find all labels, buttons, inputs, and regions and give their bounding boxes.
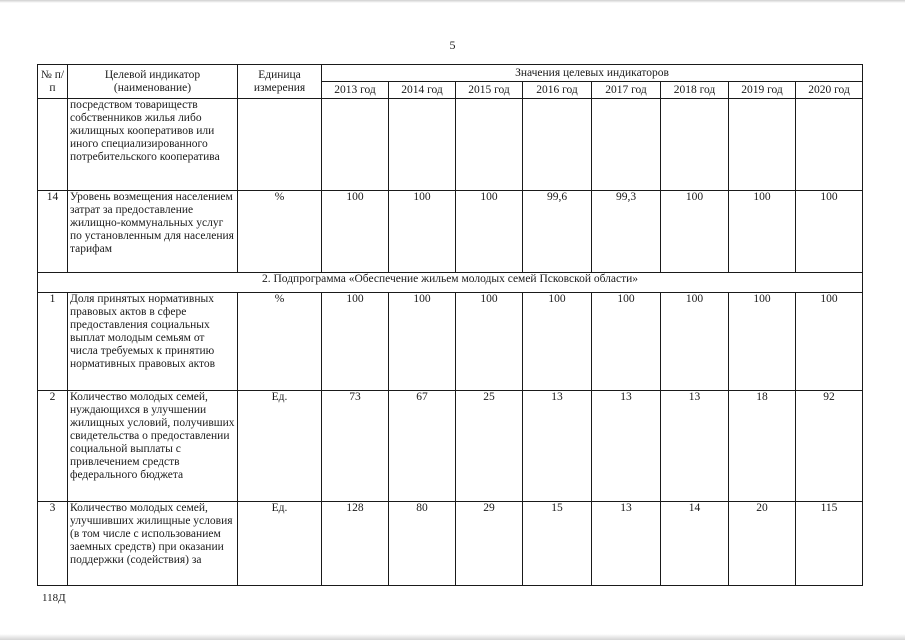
table-row bbox=[38, 502, 863, 586]
row-indicator-name: Количество молодых семей, нуждающихся в улучшении жилищных условий, получивших свидетельства о предоставлении социальной выплаты с привлечением средств федерального бюджета bbox=[68, 391, 238, 502]
header-year: 2017 год bbox=[592, 82, 661, 99]
header-year: 2016 год bbox=[523, 82, 592, 99]
row-unit: Ед. bbox=[238, 502, 322, 586]
table-row bbox=[38, 293, 863, 391]
row-value: 18 bbox=[729, 391, 796, 502]
row-value bbox=[729, 99, 796, 191]
section-title: 2. Подпрограмма «Обеспечение жильем молодых семей Псковской области» bbox=[38, 273, 863, 293]
row-value: 100 bbox=[729, 191, 796, 273]
header-year: 2018 год bbox=[661, 82, 729, 99]
row-value: 73 bbox=[322, 391, 389, 502]
row-value: 100 bbox=[796, 191, 863, 273]
header-year: 2014 год bbox=[389, 82, 456, 99]
scan-edge-top bbox=[0, 0, 905, 3]
row-value: 14 bbox=[661, 502, 729, 586]
row-value: 13 bbox=[523, 391, 592, 502]
table-row bbox=[38, 191, 863, 273]
row-indicator-name: Количество молодых семей, улучшивших жилищные условия (в том числе с использованием заемных средств) при оказании поддержки (содействия) за bbox=[68, 502, 238, 586]
row-value bbox=[796, 99, 863, 191]
row-value: 67 bbox=[389, 391, 456, 502]
section-row bbox=[38, 273, 863, 293]
row-value: 92 bbox=[796, 391, 863, 502]
footer-code: 118Д bbox=[42, 592, 66, 604]
row-value: 100 bbox=[592, 293, 661, 391]
header-year: 2020 год bbox=[796, 82, 863, 99]
row-value: 20 bbox=[729, 502, 796, 586]
row-value: 115 bbox=[796, 502, 863, 586]
row-value: 29 bbox=[456, 502, 523, 586]
header-year: 2013 год bbox=[322, 82, 389, 99]
row-num: 2 bbox=[38, 391, 68, 502]
row-value bbox=[661, 99, 729, 191]
row-value bbox=[456, 99, 523, 191]
header-indicator: Целевой индикатор (наименование) bbox=[68, 65, 238, 99]
row-unit bbox=[238, 99, 322, 191]
header-year: 2019 год bbox=[729, 82, 796, 99]
row-value: 100 bbox=[389, 293, 456, 391]
header-values-group: Значения целевых индикаторов bbox=[322, 65, 863, 82]
row-value: 100 bbox=[322, 293, 389, 391]
row-value: 80 bbox=[389, 502, 456, 586]
row-value: 99,3 bbox=[592, 191, 661, 273]
row-value: 100 bbox=[456, 191, 523, 273]
scan-edge-bottom bbox=[0, 634, 905, 640]
row-value: 100 bbox=[456, 293, 523, 391]
header-num: № п/п bbox=[38, 65, 68, 99]
row-value: 100 bbox=[796, 293, 863, 391]
row-value: 13 bbox=[592, 391, 661, 502]
row-num: 1 bbox=[38, 293, 68, 391]
row-unit: % bbox=[238, 293, 322, 391]
header-year: 2015 год bbox=[456, 82, 523, 99]
row-value: 25 bbox=[456, 391, 523, 502]
row-num bbox=[38, 99, 68, 191]
row-value: 100 bbox=[661, 293, 729, 391]
row-value: 100 bbox=[322, 191, 389, 273]
row-unit: % bbox=[238, 191, 322, 273]
row-indicator-name: Уровень возмещения населением затрат за предоставление жилищно-коммунальных услуг по установленным для населения тарифам bbox=[68, 191, 238, 273]
row-value: 13 bbox=[661, 391, 729, 502]
row-indicator-name: Доля принятых нормативных правовых актов в сфере предоставления социальных выплат молодым семьям от числа требуемых к принятию нормативных правовых актов bbox=[68, 293, 238, 391]
page-number: 5 bbox=[449, 38, 456, 52]
row-value: 13 bbox=[592, 502, 661, 586]
row-num: 14 bbox=[38, 191, 68, 273]
row-value: 15 bbox=[523, 502, 592, 586]
row-value: 100 bbox=[661, 191, 729, 273]
row-value: 128 bbox=[322, 502, 389, 586]
row-value: 100 bbox=[389, 191, 456, 273]
table-row bbox=[38, 99, 863, 191]
row-value bbox=[523, 99, 592, 191]
row-value: 100 bbox=[523, 293, 592, 391]
row-value bbox=[322, 99, 389, 191]
row-value: 100 bbox=[729, 293, 796, 391]
row-indicator-name: посредством товариществ собственников жилья либо жилищных кооперативов или иного специализированного потребительского кооператива bbox=[68, 99, 238, 191]
row-value bbox=[389, 99, 456, 191]
table-row bbox=[38, 391, 863, 502]
row-unit: Ед. bbox=[238, 391, 322, 502]
header-unit: Единица измерения bbox=[238, 65, 322, 99]
row-num: 3 bbox=[38, 502, 68, 586]
row-value: 99,6 bbox=[523, 191, 592, 273]
indicators-table bbox=[37, 64, 863, 586]
row-value bbox=[592, 99, 661, 191]
